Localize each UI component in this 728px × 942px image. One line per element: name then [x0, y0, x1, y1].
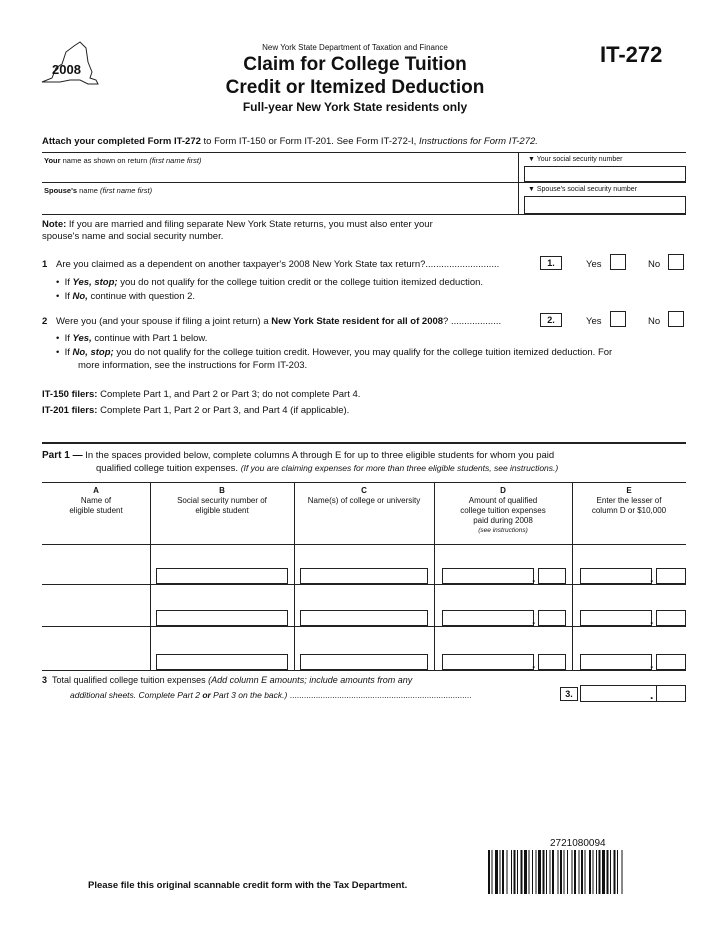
student-1-cents-e-field[interactable] — [656, 568, 686, 584]
it150-filers: IT-150 filers: Complete Part 1, and Part 2 or Part 3; do not complete Part 4. — [42, 389, 361, 400]
your-ssn-field[interactable] — [524, 166, 686, 182]
q2-yes-label: Yes — [586, 316, 602, 327]
student-3-ssn-field[interactable] — [156, 654, 288, 670]
student-2-amount-e-field[interactable] — [580, 610, 652, 626]
your-name-label: Your name as shown on return (first name first) — [44, 156, 202, 165]
form-subtitle: Full-year New York State residents only — [242, 100, 468, 114]
part1-intro-line2: qualified college tuition expenses. (If you are claiming expenses for more than three eligible students, see instructions.) — [96, 463, 559, 474]
student-3-cents-d-field[interactable] — [538, 654, 566, 670]
barcode-number: 2721080094 — [550, 838, 606, 849]
student-1-decimal-e: . — [650, 571, 654, 585]
column-header-d-l4: (see instructions) — [478, 527, 528, 534]
column-header-e-letter: E — [626, 486, 632, 495]
column-header-c-l1: Name(s) of college or university — [307, 496, 421, 505]
column-header-d-letter: D — [500, 486, 506, 495]
spouse-ssn-label: ▼ Spouse's social security number — [528, 186, 638, 193]
student-2-decimal-d: . — [532, 613, 536, 627]
line3-box: 3. — [560, 687, 578, 701]
column-header-a-l2: eligible student — [69, 506, 123, 515]
it201-filers: IT-201 filers: Complete Part 1, Part 2 or Part 3, and Part 4 (if applicable). — [42, 405, 350, 416]
student-2-cents-d-field[interactable] — [538, 610, 566, 626]
attach-instruction — [42, 136, 538, 147]
column-header-a — [42, 486, 150, 516]
q2-no-checkbox[interactable] — [668, 311, 684, 327]
q2-bullet-yes: • If Yes, continue with Part 1 below. — [56, 333, 208, 344]
column-header-a-l1: Name of — [80, 496, 112, 505]
part1-intro: Part 1 — In the spaces provided below, complete columns A through E for up to three eligible students for whom you paid — [42, 450, 555, 461]
q1-box: 1. — [540, 256, 562, 270]
q2-bullet-no-line2: more information, see the instructions for Form IT-203. — [78, 360, 308, 371]
column-header-a-letter: A — [93, 486, 99, 495]
q1-no-label: No — [648, 259, 661, 270]
attach-bold: Attach your completed Form IT-272 — [42, 136, 201, 147]
department-name: New York State Department of Taxation and Finance — [262, 43, 448, 52]
q1-bullet-yes: • If Yes, stop; you do not qualify for the college tuition credit or the college tuition itemized deduction. — [56, 277, 484, 288]
footer-note: Please file this original scannable credit form with the Tax Department. — [88, 880, 408, 891]
column-header-b-l1: Social security number of — [177, 496, 267, 505]
student-1-ssn-field[interactable] — [156, 568, 288, 584]
student-3-cents-e-field[interactable] — [656, 654, 686, 670]
your-ssn-label: ▼ Your social security number — [528, 156, 623, 163]
student-2-cents-e-field[interactable] — [656, 610, 686, 626]
q1-yes-label: Yes — [586, 259, 602, 270]
line3-text: 3 Total qualified college tuition expenses (Add column E amounts; include amounts from any — [42, 675, 413, 685]
q1-text: Are you claimed as a dependent on another taxpayer's 2008 New York State tax return?............................ — [56, 259, 500, 270]
column-header-d-l3: paid during 2008 — [473, 516, 533, 525]
spouse-name-label: Spouse's name (first name first) — [44, 186, 153, 195]
column-header-b-letter: B — [219, 486, 225, 495]
student-3-amount-d-field[interactable] — [442, 654, 534, 670]
your-name-field[interactable] — [44, 165, 514, 181]
q1-number: 1 — [42, 259, 48, 270]
student-3-decimal-e: . — [650, 657, 654, 671]
attach-rest: to Form IT-150 or Form IT-201. See Form IT-272-I, — [200, 136, 419, 147]
q2-box: 2. — [540, 313, 562, 327]
student-3-decimal-d: . — [532, 657, 536, 671]
student-3-college-field[interactable] — [300, 654, 428, 670]
column-header-e — [572, 486, 686, 516]
student-3-amount-e-field[interactable] — [580, 654, 652, 670]
student-2-amount-d-field[interactable] — [442, 610, 534, 626]
column-header-d-l1: Amount of qualified — [468, 496, 538, 505]
column-header-b — [150, 486, 294, 516]
student-1-college-field[interactable] — [300, 568, 428, 584]
student-1-amount-d-field[interactable] — [442, 568, 534, 584]
column-header-d-l2: college tuition expenses — [460, 506, 546, 515]
column-header-e-l1: Enter the lesser of — [596, 496, 662, 505]
student-2-ssn-field[interactable] — [156, 610, 288, 626]
student-2-college-field[interactable] — [300, 610, 428, 626]
column-header-c — [294, 486, 434, 506]
attach-italic: Instructions for Form IT-272. — [418, 136, 538, 147]
spouse-name-field[interactable] — [44, 196, 514, 212]
q1-bullet-no: • If No, continue with question 2. — [56, 291, 196, 302]
form-title-line1: Claim for College Tuition — [243, 54, 467, 75]
line3-text-line2: additional sheets. Complete Part 2 or Part 3 on the back.) ............................................................................. — [70, 690, 472, 700]
q2-number: 2 — [42, 316, 48, 327]
spouse-ssn-field[interactable] — [524, 196, 686, 214]
q2-bullet-no: • If No, stop; you do not qualify for the college tuition credit. However, you may qualify for the college tuition itemized deduction. For — [56, 347, 613, 358]
q2-text: Were you (and your spouse if filing a joint return) a New York State resident for all of 2008? ................... — [56, 316, 502, 327]
q1-no-checkbox[interactable] — [668, 254, 684, 270]
student-1-cents-d-field[interactable] — [538, 568, 566, 584]
form-id: IT-272 — [600, 42, 663, 67]
tax-year: 2008 — [52, 62, 81, 77]
student-2-decimal-e: . — [650, 613, 654, 627]
column-header-d — [434, 486, 572, 536]
column-header-e-l2: column D or $10,000 — [591, 506, 667, 515]
line3-cents-field[interactable] — [656, 685, 686, 702]
column-header-c-letter: C — [361, 486, 367, 495]
q2-yes-checkbox[interactable] — [610, 311, 626, 327]
form-title-line2: Credit or Itemized Deduction — [225, 77, 485, 98]
column-header-b-l2: eligible student — [195, 506, 249, 515]
note-text: Note: If you are married and filing separate New York State returns, you must also enter your spouse's name and social security number. — [42, 219, 433, 242]
line3-decimal: . — [650, 688, 654, 702]
q2-no-label: No — [648, 316, 661, 327]
student-1-decimal-d: . — [532, 571, 536, 585]
student-1-amount-e-field[interactable] — [580, 568, 652, 584]
barcode — [488, 850, 686, 894]
q1-yes-checkbox[interactable] — [610, 254, 626, 270]
